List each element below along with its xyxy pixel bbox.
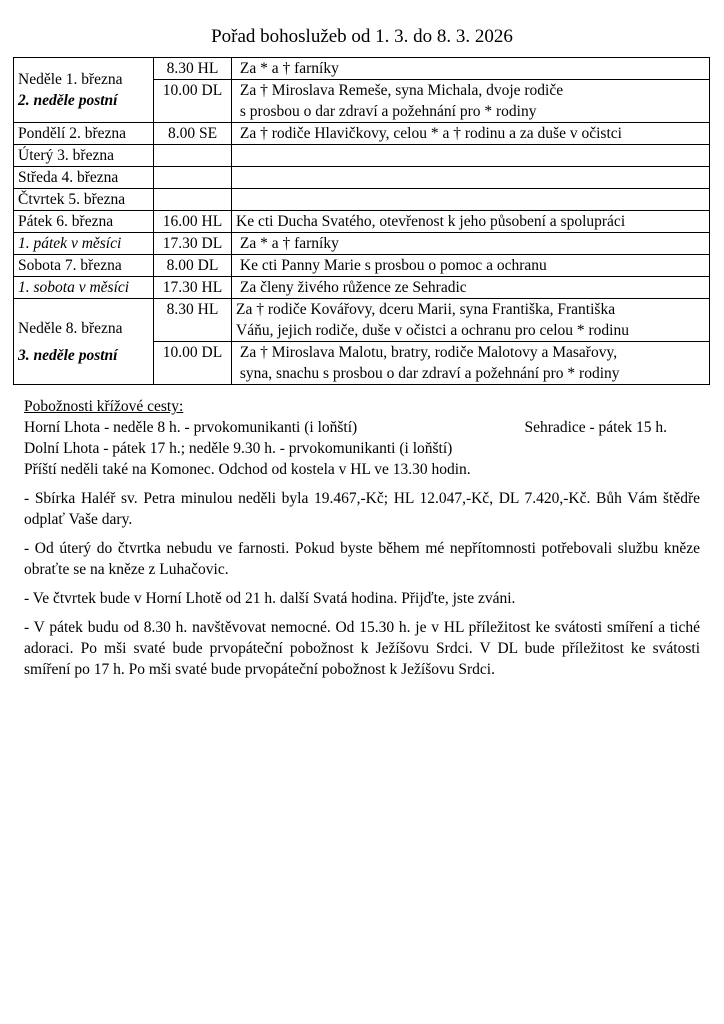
intention-text: s prosbou o dar zdraví a požehnání pro * rodiny [239,103,537,120]
day-cell [14,58,154,123]
day-label: Pondělí 2. března [14,123,154,145]
intention-cell [232,123,710,145]
time-cell: 8.30 HL [154,299,232,342]
table-row [14,233,710,255]
table-row [14,145,710,167]
intention-text: Váňu, jejich rodiče, duše v očistci a ochranu pro celou * rodinu [236,322,629,339]
time-cell: 10.00 DL [154,342,232,385]
time-cell: 17.30 DL [154,233,232,255]
day-cell [14,299,154,385]
stations-komonec: Příští neděli také na Komonec. Odchod od kostela v HL ve 13.30 hodin. [24,461,471,478]
stations-horni-lhota: Horní Lhota - neděle 8 h. - prvokomunikanti (i loňští) [24,419,358,436]
notes-heading: Pobožnosti křížové cesty: [24,398,184,415]
intention-text: Za † rodiče Hlavičkovy, celou * a † rodinu a za duše v očistci [239,125,622,142]
time-cell: 17.30 HL [154,277,232,299]
announcements [24,396,700,680]
table-row [14,189,710,211]
time-cell: 8.00 SE [154,123,232,145]
intention-cell [232,58,710,80]
day-sublabel: 2. neděle postní [18,92,118,109]
time-cell: 10.00 DL [154,80,232,123]
intention-text: Za * a † farníky [239,235,339,252]
table-row [14,58,710,80]
day-sublabel: 3. neděle postní [18,346,118,364]
announcement-collection: - Sbírka Haléř sv. Petra minulou neděli byla 19.467,-Kč; HL 12.047,-Kč, DL 7.420,-Kč. Bůh Vám štědře odplať Vaše dary. [24,490,700,528]
intention-cell [232,189,710,211]
day-label: Úterý 3. března [14,145,154,167]
time-cell: 16.00 HL [154,211,232,233]
announcement-absence: - Od úterý do čtvrtka nebudu ve farnosti. Pokud byste během mé nepřítomnosti potřebovali službu kněze obraťte se na kněze z Luhačovic. [24,540,700,578]
day-label: Pátek 6. března [14,211,154,233]
intention-cell: Ke cti Ducha Svatého, otevřenost k jeho působení a spolupráci [232,211,710,233]
table-row [14,299,710,342]
intention-cell [232,277,710,299]
stations-line [24,417,700,438]
time-cell [154,145,232,167]
day-label: Středa 4. března [14,167,154,189]
table-row [14,167,710,189]
intention-cell [232,80,710,123]
announcement-holy-hour: - Ve čtvrtek bude v Horní Lhotě od 21 h. další Svatá hodina. Přijďte, jste zváni. [24,590,516,607]
intention-cell [232,255,710,277]
intention-cell [232,233,710,255]
intention-cell [232,342,710,385]
schedule-table [13,57,710,385]
day-label: Čtvrtek 5. března [14,189,154,211]
table-row [14,123,710,145]
intention-text: Za * a † farníky [239,60,339,77]
time-cell [154,167,232,189]
intention-text: Ke cti Panny Marie s prosbou o pomoc a ochranu [239,257,547,274]
stations-sehradice: Sehradice - pátek 15 h. [524,419,667,436]
intention-text: syna, snachu s prosbou o dar zdraví a požehnání pro * rodiny [239,365,620,382]
table-row [14,211,710,233]
time-cell: 8.00 DL [154,255,232,277]
intention-text: Za † Miroslava Remeše, syna Michala, dvoje rodiče [239,82,564,99]
day-sublabel: 1. sobota v měsíci [14,277,154,299]
day-label: Neděle 1. března [18,71,123,88]
intention-cell [232,167,710,189]
time-cell: 8.30 HL [154,58,232,80]
day-label: Neděle 8. března [18,319,123,337]
time-cell [154,189,232,211]
table-row [14,255,710,277]
day-label: Sobota 7. března [14,255,154,277]
stations-dolni-lhota: Dolní Lhota - pátek 17 h.; neděle 9.30 h. - prvokomunikanti (i loňští) [24,440,453,457]
intention-text: Za † rodiče Kovářovy, dceru Marii, syna Františka, Františka [236,301,616,318]
intention-cell [232,299,710,342]
announcement-friday: - V pátek budu od 8.30 h. navštěvovat nemocné. Od 15.30 h. je v HL příležitost ke svátosti smíření a tiché adoraci. Po mši svaté bude prvopáteční pobožnost k Ježíšovu Srdci. V DL bude příležitost ke svátosti smíření po 17 h. Po mši svaté bude prvopáteční pobožnost k Ježíšovu Srdci. [24,619,700,678]
table-row [14,277,710,299]
day-sublabel: 1. pátek v měsíci [14,233,154,255]
intention-cell [232,145,710,167]
intention-text: Za † Miroslava Malotu, bratry, rodiče Malotovy a Masařovy, [239,344,618,361]
page-title: Pořad bohoslužeb od 1. 3. do 8. 3. 2026 [211,26,513,47]
intention-text: Za členy živého růžence ze Sehradic [239,279,467,296]
